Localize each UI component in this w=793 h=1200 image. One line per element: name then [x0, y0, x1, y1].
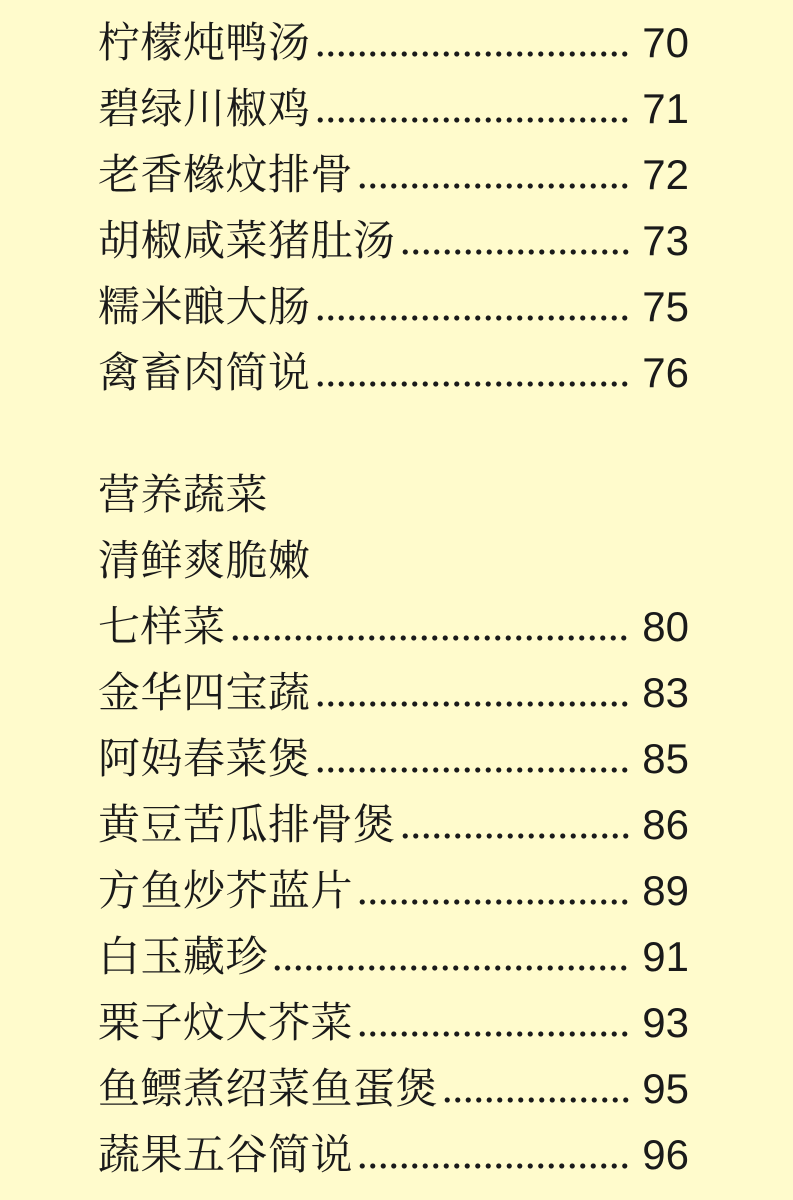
- entry-page-number: 93: [642, 999, 689, 1046]
- dot-leader: [315, 767, 631, 773]
- toc-entry: [98, 1056, 689, 1122]
- dot-leader: [400, 833, 631, 839]
- entry-page-number: 80: [642, 603, 689, 650]
- dot-leader: [357, 899, 631, 905]
- entry-title: 碧绿川椒鸡: [98, 85, 311, 132]
- entry-page-number: 71: [642, 85, 689, 132]
- dot-leader: [357, 1031, 631, 1037]
- toc-entry: [98, 990, 689, 1056]
- toc-entry: [98, 274, 689, 340]
- entry-title: 白玉藏珍: [98, 933, 269, 980]
- entry-page-number: 70: [642, 19, 689, 66]
- dot-leader: [315, 701, 631, 707]
- entry-title: 老香橼炆排骨: [98, 151, 354, 198]
- entry-page-number: 75: [642, 283, 689, 330]
- toc-section: [98, 10, 689, 406]
- entry-title: 黄豆苦瓜排骨煲: [98, 801, 396, 848]
- entry-title: 蔬果五谷简说: [98, 1131, 354, 1178]
- toc-entry: [98, 340, 689, 406]
- entry-title: 方鱼炒芥蓝片: [98, 867, 354, 914]
- entry-page-number: 76: [642, 349, 689, 396]
- dot-leader: [400, 249, 631, 255]
- entry-page-number: 85: [642, 735, 689, 782]
- entry-title: 金华四宝蔬: [98, 669, 311, 716]
- entry-title: 鱼鳔煮绍菜鱼蛋煲: [98, 1065, 439, 1112]
- entry-page-number: 72: [642, 151, 689, 198]
- toc-entry: [98, 792, 689, 858]
- entry-title: 糯米酿大肠: [98, 283, 311, 330]
- entry-page-number: 96: [642, 1131, 689, 1178]
- dot-leader: [272, 965, 631, 971]
- toc-entry: [98, 660, 689, 726]
- toc-entry: [98, 1122, 689, 1188]
- entry-title: 栗子炆大芥菜: [98, 999, 354, 1046]
- toc-entry: [98, 594, 689, 660]
- dot-leader: [230, 635, 631, 641]
- entry-title: 阿妈春菜煲: [98, 735, 311, 782]
- entry-page-number: 91: [642, 933, 689, 980]
- entry-page-number: 73: [642, 217, 689, 264]
- dot-leader: [357, 1163, 631, 1169]
- entry-page-number: 95: [642, 1065, 689, 1112]
- section-header-label: 清鲜爽脆嫩: [98, 537, 311, 584]
- entry-page-number: 86: [642, 801, 689, 848]
- entry-title: 胡椒咸菜猪肚汤: [98, 217, 396, 264]
- toc-entry: [98, 10, 689, 76]
- dot-leader: [442, 1097, 631, 1103]
- entry-page-number: 83: [642, 669, 689, 716]
- dot-leader: [315, 117, 631, 123]
- dot-leader: [315, 51, 631, 57]
- toc-entry: [98, 726, 689, 792]
- entry-title: 柠檬炖鸭汤: [98, 19, 311, 66]
- toc-section: [98, 462, 689, 1188]
- dot-leader: [315, 315, 631, 321]
- toc-entry: [98, 76, 689, 142]
- section-header-label: 营养蔬菜: [98, 471, 269, 518]
- entry-title: 七样菜: [98, 603, 226, 650]
- toc-entry: [98, 858, 689, 924]
- dot-leader: [315, 381, 631, 387]
- toc-entry: [98, 208, 689, 274]
- dot-leader: [357, 183, 631, 189]
- toc-section-header: [98, 528, 689, 594]
- entry-page-number: 89: [642, 867, 689, 914]
- toc-entry: [98, 142, 689, 208]
- toc-section-header: [98, 462, 689, 528]
- entry-title: 禽畜肉简说: [98, 349, 311, 396]
- toc-entry: [98, 924, 689, 990]
